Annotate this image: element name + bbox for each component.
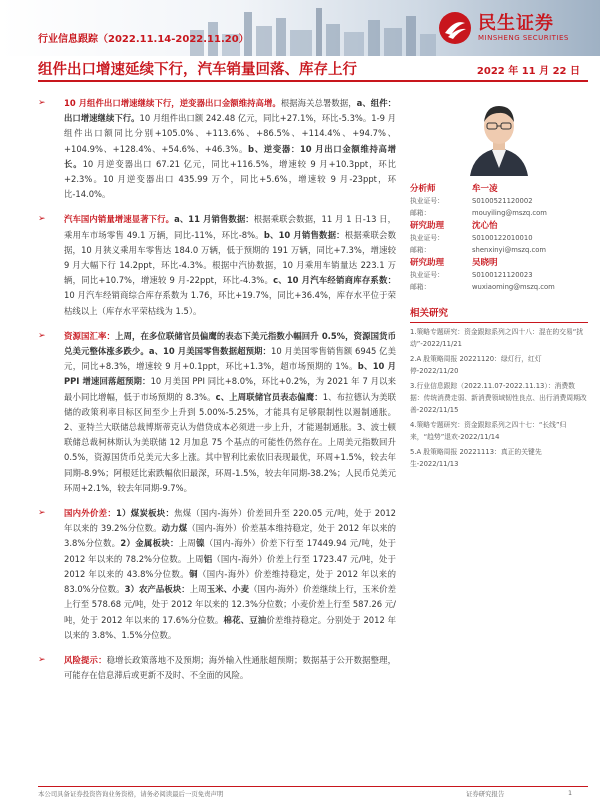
paragraph-text: 上周: [189, 584, 207, 595]
paragraph-text: a、组件：出口增速继续下行。: [64, 98, 396, 124]
related-research-item[interactable]: 4.策略专题研究：资金跟踪系列之四十七：“长线”归来，“趋势”退欢-2022/11/14: [410, 421, 567, 441]
bullet-arrow-icon: ➢: [38, 214, 46, 225]
paragraph-text: 铝: [203, 553, 213, 564]
bullet-paragraph: [38, 96, 396, 202]
analyst-email-row: [410, 208, 588, 220]
report-type-label: 行业信息跟踪（2022.11.14-2022.11.20）: [38, 34, 249, 45]
cert-label: 执业证号：: [410, 234, 444, 242]
related-research-item[interactable]: 1.策略专题研究：资金跟踪系列之四十八：混在的交易“扰动”-2022/11/21: [410, 328, 584, 348]
analyst-role-row: [410, 219, 588, 233]
analyst-email-link[interactable]: shenxinyi@mszq.com: [472, 245, 546, 254]
header-banner: [0, 0, 600, 56]
paragraph-text: 1）煤炭板块：: [116, 508, 175, 519]
paragraph-text: （国内-海外）价差下行至 17449.94 元/吨，处于 2012 年以来的 78.2%分位数。上周: [64, 538, 397, 564]
page-number: 1: [568, 789, 573, 797]
minsheng-logo-icon: [438, 11, 472, 45]
paragraph-text: 镍: [196, 538, 205, 549]
paragraph-text: 根据乘联会数据，10 月狭义乘用车零售达 184.0 万辆，低于预期的 191 万辆，同比+7.3%，增速较 9 月大幅下行 14.2ppt，环比-4.3%。根据中汽协数据，10 月乘用车销量达 223.1 万辆，同比+10.7%，增速较 9 月-22ppt，环比-4.3%。: [64, 229, 396, 286]
analyst-cert-row: [410, 233, 588, 245]
paragraph-text: 稳增长政策落地不及预期；海外输入性通胀超预期；数据基于公开数据整理，可能存在信息滞后或更新不及时、不全面的风险。: [64, 654, 397, 681]
analyst-role: 研究助理: [410, 221, 445, 231]
bullet-arrow-icon: ➢: [38, 654, 46, 665]
paragraph-text: a、11 月销售数据：: [174, 214, 254, 225]
main-content: [38, 96, 396, 693]
paragraph-text: 焦煤（国内-海外）价差回升至 220.05 元/吨，处于 2012 年以来的 39.2%分位数。: [64, 508, 397, 534]
bullet-paragraph: [38, 212, 396, 318]
analyst-email-link[interactable]: wuxiaoming@mszq.com: [472, 282, 555, 291]
paragraph-text: 10 月组件出口额 242.48 亿元，同比+27.1%，环比-5.3%。1-9 月组件出口额同比分别+105.0%、+113.6%、+86.5%、+114.4%、+94.7%、+104.9%、+128.4%、+54.6%、+46.3%。: [64, 113, 396, 154]
cert-number: S0100121120023: [472, 271, 533, 279]
paragraph-text: 根据海关总署数据，: [280, 98, 357, 108]
paragraph-text: 动力煤: [161, 523, 188, 534]
paragraph-text: 玉米、小麦: [206, 584, 250, 595]
paragraph-text: 价差维持稳定。分别处于 2012 年以来的 3.8%、1.5%分位数。: [64, 614, 397, 640]
bullet-arrow-icon: ➢: [38, 508, 46, 519]
analyst-email-row: [410, 245, 588, 257]
email-label: 邮箱：: [410, 208, 431, 217]
minsheng-logo: [438, 6, 588, 50]
related-research-item[interactable]: 3.行业信息跟踪（2022.11.07-2022.11.13）：消费数据：传统消费走弱、新消费领域韧性良点、出行消费周期改善-2022/11/15: [410, 382, 587, 414]
paragraph-heading: 风险提示：: [64, 654, 107, 665]
cert-number: S0100122010010: [472, 234, 533, 242]
related-research-item[interactable]: 2.A 股策略周报 20221120：绿灯行，红灯停-2022/11/20: [410, 355, 542, 375]
title-divider: [38, 80, 588, 82]
analyst-photo: [440, 96, 558, 176]
sidebar: [410, 96, 588, 471]
paragraph-text: a、10 月美国零售数据超预期：: [148, 346, 272, 357]
cert-number: S0100521120002: [472, 197, 533, 205]
analyst-list: [410, 182, 588, 293]
paragraph-heading: 国内外价差：: [64, 508, 116, 519]
analyst-role: 研究助理: [410, 258, 445, 268]
paragraph-text: （国内-海外）价差基本维持稳定，处于 2012 年以来的 3.8%分位数。: [64, 523, 396, 549]
paragraph-text: 10 月美国 PPI 同比+8.0%，环比+0.2%，为 2021 年 7 月以来最小同比增幅，低于市场预期的 8.3%。: [64, 376, 397, 402]
paragraph-heading: 资源国汇率：: [64, 330, 115, 341]
paragraph-text: 10 月逆变器出口 67.21 亿元，同比+116.5%，增速较 9 月+10.3ppt，环比+2.3%。10 月逆变器出口 435.99 万个，同比+5.6%，增速较 9 月-23ppt，环比-14.0%。: [64, 158, 397, 200]
paragraph-text: b、逆变器：10 月出口金额维持高增长。: [64, 143, 396, 169]
analyst-role-row: [410, 182, 588, 196]
analyst-role: 分析师: [410, 184, 436, 194]
analyst-email-row: [410, 282, 588, 294]
analyst-name: 吴晓明: [472, 258, 498, 268]
paragraph-heading: 10 月组件出口增速继续下行，逆变器出口金额维持高增。: [64, 98, 281, 108]
paragraph-text: （国内-海外）价差上行至 1723.47 元/吨，处于 2012 年以来的 43.8%分位数。: [64, 553, 397, 579]
report-title: 组件出口增速延续下行，汽车销量回落、库存上行: [38, 62, 357, 78]
logo-chinese-name: 民生证券: [478, 12, 554, 34]
paragraph-text: 10 月美国零售销售额 6945 亿美元，同比+8.3%，增速较 9 月+0.1ppt，环比+1.3%，超市场预期的 1%。: [64, 346, 396, 372]
bullet-paragraph: [38, 329, 396, 496]
footer-divider: [38, 786, 588, 787]
paragraph-text: 1、布拉德认为美联储的政策利率目标区间至少上升到 5.00%-5.25%，才能具有足够限制性以遏制通胀。2、亚特兰大联储总裁博斯蒂克认为借贷成本必须进一步上升，才能遏制通胀。3、波士顿联储总裁柯林斯认为美联储 12 月加息 75 个基点的可能性仍然存在。上周美元指数回升 0.5%，资源国货币兑美元大多上涨。其中智利比索依旧表现最优，环周+1.5%，较去年同期-8.9%；阿根廷比索跌幅依旧最深，环周-1.5%，较去年同期-38.2%；人民币兑美元环周+2.1%，较去年同期-9.7%。: [64, 391, 396, 493]
bullet-arrow-icon: ➢: [38, 330, 46, 341]
paragraph-text: c、10 月汽车经销商库存系数：: [273, 275, 396, 286]
footer-disclaimer: 本公司具备证券投资咨询业务资格，请务必阅读最后一页免责声明: [38, 790, 224, 798]
bullet-arrow-icon: ➢: [38, 98, 46, 108]
paragraph-text: b、10 月销售数据：: [263, 229, 345, 240]
analyst-cert-row: [410, 270, 588, 282]
paragraph-heading: 汽车国内销量增速显著下行。: [64, 214, 175, 225]
analyst-email-link[interactable]: mouyiling@mszq.com: [472, 208, 547, 217]
analyst-name: 牟一凌: [472, 184, 498, 194]
paragraph-text: 上周: [178, 538, 197, 549]
bullet-paragraph: [38, 506, 396, 643]
paragraph-text: （国内-海外）价差维持稳定，处于 2012 年以来的 83.0%分位数。: [64, 568, 396, 595]
cert-label: 执业证号：: [410, 197, 444, 205]
paragraph-text: c、上周联储官员表态偏鹰：: [215, 391, 323, 402]
analyst-name: 沈心怡: [472, 221, 498, 231]
paragraph-text: 2）金属板块：: [120, 538, 179, 549]
paragraph-text: 根据乘联会数据，11 月 1 日-13 日，乘用车市场零售 49.1 万辆，同比-11%，环比-8%。: [64, 214, 396, 240]
paragraph-text: b、10 月 PPI 增速回落超预期：: [64, 361, 396, 387]
related-research-item[interactable]: 5.A 股策略周报 20221113：真正的关键先生-2022/11/13: [410, 448, 542, 468]
analyst-role-row: [410, 256, 588, 270]
related-research-list: [410, 327, 588, 471]
analyst-cert-row: [410, 196, 588, 208]
paragraph-text: （国内-海外）价差继续上行，玉米价差上行至 578.68 元/吨，处于 2012 年以来的 12.3%分位数；小麦价差上行至 587.26 元/吨，处于 2012 年以来的 17.6%分位数。: [64, 584, 397, 625]
paragraph-text: 10 月汽车经销商综合库存系数为 1.76，环比+19.7%，同比+36.4%，库存水平位于荣枯线以上（库存水平荣枯线为 1.5）。: [64, 290, 396, 316]
analyst-portrait-icon: [440, 96, 558, 176]
email-label: 邮箱：: [410, 245, 431, 254]
email-label: 邮箱：: [410, 282, 431, 291]
paragraph-text: 棉花、豆油: [223, 614, 267, 625]
report-date: 2022 年 11 月 22 日: [476, 66, 580, 77]
cert-label: 执业证号：: [410, 271, 444, 279]
city-skyline-image: [180, 0, 440, 56]
bullet-paragraph: [38, 653, 396, 683]
logo-english-name: MINSHENG SECURITIES: [478, 33, 569, 42]
related-research-heading: 相关研究: [410, 305, 588, 323]
paragraph-text: 上周，在多位联储官员偏鹰的表态下美元指数小幅回升 0.5%，资源国货币兑美元整体涨多跌少。: [64, 330, 396, 357]
paragraph-text: 铜: [189, 568, 198, 579]
paragraph-text: 3）农产品板块：: [124, 584, 190, 595]
footer-report-label: 证券研究报告: [466, 790, 505, 798]
